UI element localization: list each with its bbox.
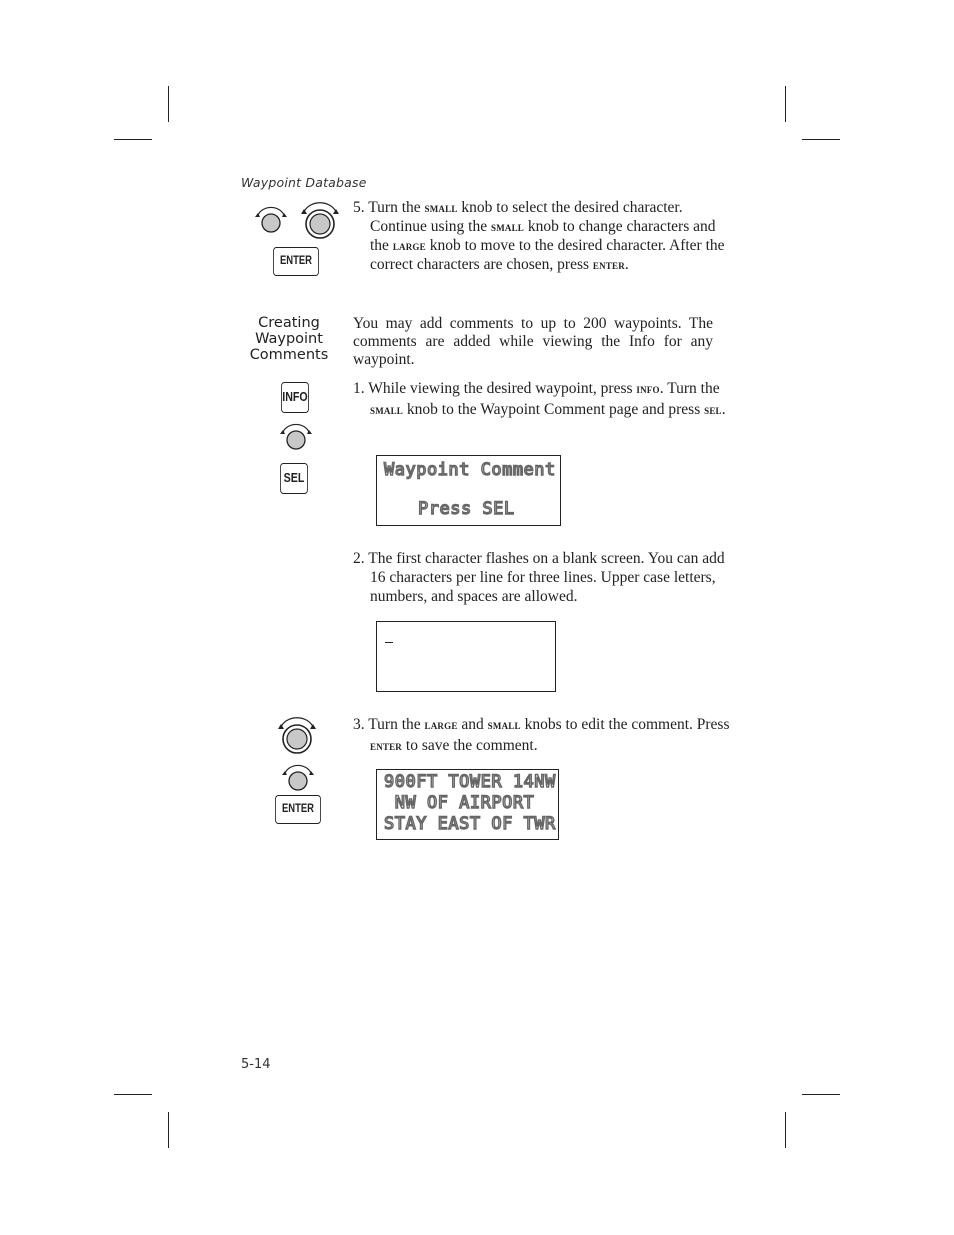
step-3: 3. Turn the large and small knobs to edit the comment. Press enter to save the comment.	[353, 716, 730, 754]
step-2: 2. The first character flashes on a blank screen. You can add 16 characters per line for three lines. Upper case letters, numbers, and spaces are allowed.	[353, 550, 725, 605]
crop-mark	[785, 86, 786, 122]
lcd-screen-waypoint-comment	[376, 455, 561, 526]
enter-button[interactable]: ENTER	[275, 795, 321, 824]
lcd-screen-comment	[376, 769, 559, 840]
small-knob-icon	[254, 206, 288, 236]
large-knob-icon	[276, 716, 318, 756]
crop-mark	[114, 139, 152, 140]
lcd-line: Waypoint Comment	[384, 460, 556, 480]
small-knob-icon	[281, 764, 315, 794]
crop-mark	[802, 139, 840, 140]
crop-mark	[802, 1094, 840, 1095]
crop-mark	[114, 1094, 152, 1095]
lcd-line: NW OF AIRPORT	[384, 793, 535, 813]
page-number: 5-14	[241, 1057, 271, 1072]
step-1: 1. While viewing the desired waypoint, press info. Turn the small knob to the Waypoint Comment page and press sel.	[353, 380, 726, 418]
small-knob-icon	[279, 423, 313, 453]
lcd-line: 900FT TOWER 14NW	[384, 772, 556, 792]
lcd-line: STAY EAST OF TWR	[384, 814, 556, 834]
lcd-screen-blank	[376, 621, 556, 692]
lcd-line: Press SEL	[418, 499, 515, 519]
enter-button[interactable]: ENTER	[273, 247, 319, 276]
crop-mark	[168, 86, 169, 122]
crop-mark	[168, 1112, 169, 1148]
lcd-cursor	[385, 642, 393, 643]
large-knob-icon	[299, 201, 341, 241]
info-button[interactable]: INFO	[281, 382, 309, 413]
crop-mark	[785, 1112, 786, 1148]
sel-button[interactable]: SEL	[280, 463, 308, 494]
section-heading: Creating Waypoint Comments	[249, 315, 329, 363]
step-5: 5. Turn the small knob to select the desired character. Continue using the small knob to change characters and the large knob to move to the desired character. After the correct characters are chosen, press enter.	[353, 199, 725, 273]
section-intro: You may add comments to up to 200 waypoints. The comments are added while viewing the Info for any waypoint.	[353, 315, 713, 368]
running-head: Waypoint Database	[241, 175, 367, 190]
